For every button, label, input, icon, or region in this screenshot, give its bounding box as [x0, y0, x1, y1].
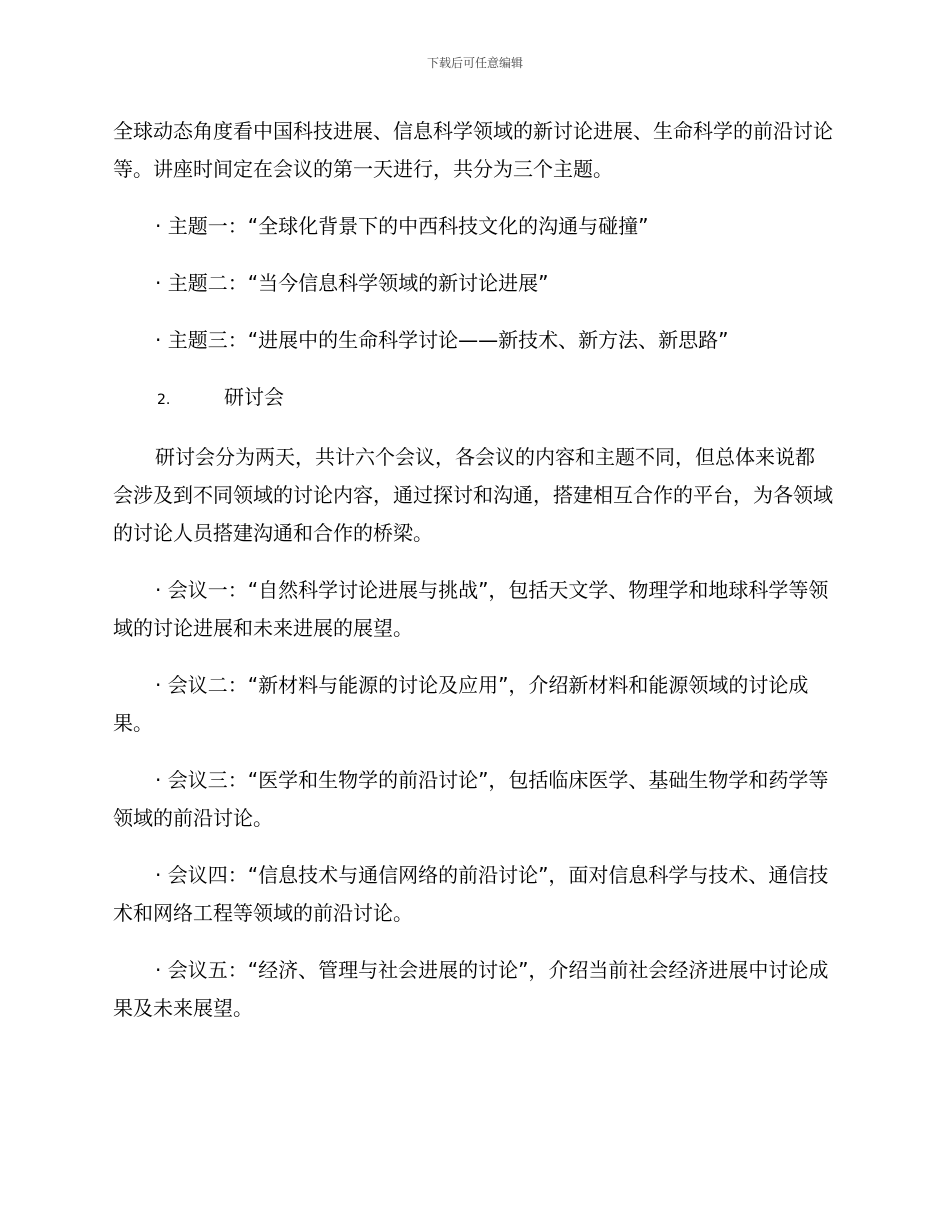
- page-header: 下载后可任意编辑: [426, 56, 523, 70]
- seminar-intro-paragraph: 研讨会分为两天，共计六个会议，各会议的内容和主题不同，但总体来说都会涉及到不同领域的讨论内容，通过探讨和沟通，搭建相互合作的平台，为各领域的讨论人员搭建沟通和合作的桥梁。: [113, 445, 833, 545]
- section-title: 研讨会: [224, 385, 284, 409]
- meeting-item-5: · 会议五：“经济、管理与社会进展的讨论”，介绍当前社会经济进展中讨论成果及未来展望。: [113, 958, 829, 1020]
- meeting-item-1: · 会议一：“自然科学讨论进展与挑战”，包括天文学、物理学和地球科学等领域的讨论进展和未来进展的展望。: [113, 578, 829, 640]
- section-heading: [113, 378, 833, 419]
- intro-paragraph: 全球动态角度看中国科技进展、信息科学领域的新讨论进展、生命科学的前沿讨论等。讲座时间定在会议的第一天进行，共分为三个主题。: [113, 119, 833, 181]
- theme-item-3: · 主题三：“进展中的生命科学讨论——新技术、新方法、新思路”: [155, 328, 729, 352]
- section-number: 2.: [157, 392, 171, 408]
- meeting-item-4: · 会议四：“信息技术与通信网络的前沿讨论”，面对信息科学与技术、通信技术和网络工程等领域的前沿讨论。: [113, 863, 829, 925]
- theme-item-1: · 主题一：“全球化背景下的中西科技文化的沟通与碰撞”: [155, 214, 649, 238]
- document-body: [113, 112, 833, 1027]
- meeting-item-2: · 会议二：“新材料与能源的讨论及应用”，介绍新材料和能源领域的讨论成果。: [113, 673, 809, 735]
- theme-item-2: · 主题二：“当今信息科学领域的新讨论进展”: [155, 271, 549, 295]
- meeting-item-3: · 会议三：“医学和生物学的前沿讨论”，包括临床医学、基础生物学和药学等领域的前沿讨论。: [113, 768, 829, 830]
